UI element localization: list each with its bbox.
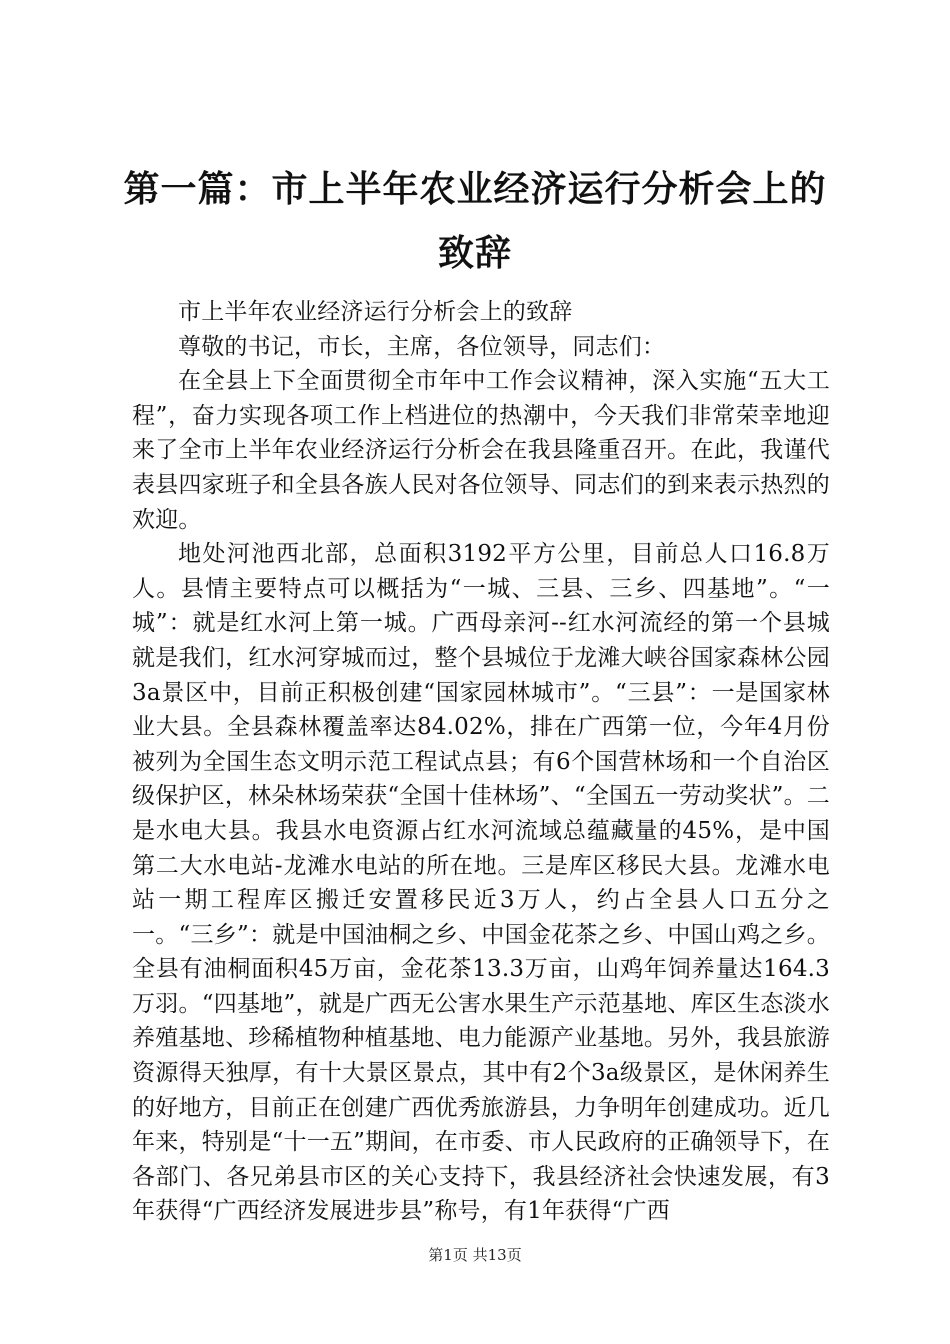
salutation-paragraph: 尊敬的书记，市长，主席，各位领导，同志们：: [178, 333, 666, 360]
document-title: 第一篇：市上半年农业经济运行分析会上的致辞: [123, 169, 827, 274]
subtitle-paragraph: 市上半年农业经济运行分析会上的致辞: [178, 299, 573, 325]
county-overview-paragraph: 地处河池西北部，总面积3192平方公里，目前总人口16.8万人。县情主要特点可以概括为“一城、三县、三乡、四基地”。“一城”：就是红水河上第一城。广西母亲河--红水河流经的第一个县城就是我们，红水河穿城而过，整个县城位于龙滩大峡谷国家森林公园3a景区中，目前正积极创建“国家园林城市”。“三县”：一是国家林业大县。全县森林覆盖率达84.02%，排在广西第一位，今年4月份被列为全国生态文明示范工程试点县；有6个国营林场和一个自治区级保护区，林朵林场荣获“全国十佳林场”、“全国五一劳动奖状”。二是水电大县。我县水电资源占红水河流域总蕴藏量的45%，是中国第二大水电站-龙滩水电站的所在地。三是库区移民大县。龙滩水电站一期工程库区搬迁安置移民近3万人，约占全县人口五分之一。“三乡”：就是中国油桐之乡、中国金花茶之乡、中国山鸡之乡。全县有油桐面积45万亩，金花茶13.3万亩，山鸡年饲养量达164.3万羽。“四基地”，就是广西无公害水果生产示范基地、库区生态淡水养殖基地、珍稀植物种植基地、电力能源产业基地。另外，我县旅游资源得天独厚，有十大景区景点，其中有2个3a级景区，是休闲养生的好地方，目前正在创建广西优秀旅游县，力争明年创建成功。近几年来，特别是“十一五”期间，在市委、市人民政府的正确领导下，在各部门、各兄弟县市区的关心支持下，我县经济社会快速发展，有3年获得“广西经济发展进步县”称号，有1年获得“广西: [132, 541, 830, 1225]
page-footer: 第1页 共13页: [428, 1246, 522, 1264]
document-body: [132, 295, 830, 1229]
welcome-paragraph: 在全县上下全面贯彻全市年中工作会议精神，深入实施“五大工程”，奋力实现各项工作上档进位的热潮中，今天我们非常荣幸地迎来了全市上半年农业经济运行分析会在我县隆重召开。在此，我谨代表县四家班子和全县各族人民对各位领导、同志们的到来表示热烈的欢迎。: [132, 368, 830, 533]
